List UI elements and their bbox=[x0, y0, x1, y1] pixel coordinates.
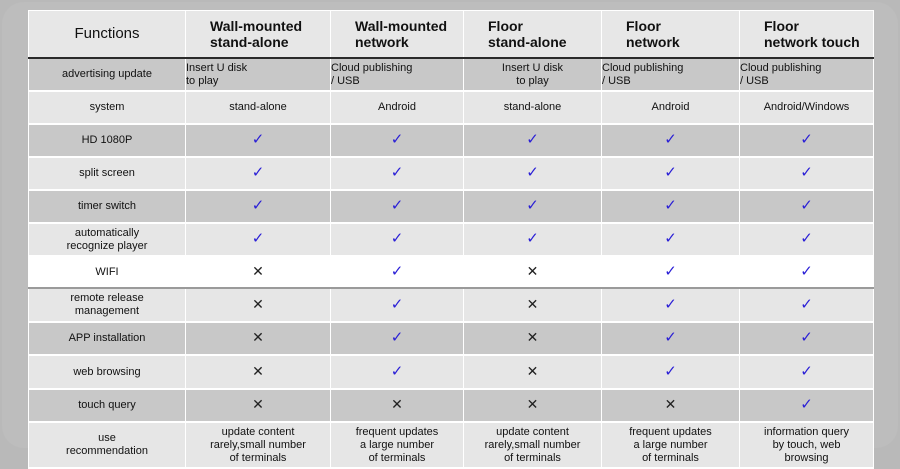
feature-cell bbox=[740, 322, 874, 355]
check-icon: ✓ bbox=[800, 197, 813, 214]
cross-icon: ✕ bbox=[391, 396, 403, 412]
functions-header: Functions bbox=[29, 11, 186, 59]
feature-cell bbox=[186, 355, 331, 389]
feature-cell bbox=[602, 157, 740, 190]
table-row bbox=[29, 223, 874, 256]
check-icon: ✓ bbox=[800, 262, 813, 280]
check-icon: ✓ bbox=[251, 197, 265, 214]
col-header-floor-standalone: Floor stand-alone bbox=[464, 11, 602, 59]
check-icon: ✓ bbox=[390, 131, 404, 148]
check-icon: ✓ bbox=[390, 362, 404, 380]
cross-icon: ✕ bbox=[526, 329, 539, 345]
cross-icon: ✕ bbox=[664, 396, 677, 412]
feature-cell bbox=[331, 288, 464, 322]
feature-cell bbox=[602, 190, 740, 223]
cross-icon: ✕ bbox=[252, 396, 264, 412]
check-icon: ✓ bbox=[800, 329, 813, 346]
feature-cell bbox=[331, 256, 464, 288]
feature-cell bbox=[740, 355, 874, 389]
check-icon: ✓ bbox=[251, 131, 265, 148]
check-icon: ✓ bbox=[526, 131, 539, 148]
row-label: touch query bbox=[29, 389, 186, 422]
check-icon: ✓ bbox=[526, 197, 539, 214]
row-label: web browsing bbox=[29, 355, 186, 389]
value-cell: Cloud publishing / USB bbox=[602, 58, 740, 91]
row-label: APP installation bbox=[29, 322, 186, 355]
check-icon: ✓ bbox=[664, 329, 677, 346]
check-icon: ✓ bbox=[800, 396, 813, 413]
table-row bbox=[29, 322, 874, 355]
check-icon: ✓ bbox=[526, 230, 539, 247]
col-header-wall-standalone: Wall-mounted stand-alone bbox=[186, 11, 331, 59]
feature-cell bbox=[331, 157, 464, 190]
feature-cell bbox=[331, 190, 464, 223]
value-cell: Insert U disk to play bbox=[464, 58, 602, 91]
check-icon: ✓ bbox=[800, 131, 813, 148]
check-icon: ✓ bbox=[800, 295, 813, 313]
check-icon: ✓ bbox=[390, 262, 404, 280]
value-cell: stand-alone bbox=[186, 91, 331, 124]
cross-icon: ✕ bbox=[526, 362, 539, 379]
check-icon: ✓ bbox=[390, 197, 404, 214]
row-label: use recommendation bbox=[29, 422, 186, 468]
cross-icon: ✕ bbox=[252, 362, 264, 379]
check-icon: ✓ bbox=[800, 230, 813, 247]
check-icon: ✓ bbox=[664, 131, 677, 148]
row-label: advertising update bbox=[29, 58, 186, 91]
feature-cell bbox=[464, 322, 602, 355]
feature-cell bbox=[186, 256, 331, 288]
feature-cell bbox=[602, 223, 740, 256]
col-header-floor-network-touch: Floor network touch bbox=[740, 11, 874, 59]
feature-cell bbox=[464, 288, 602, 322]
check-icon: ✓ bbox=[526, 164, 539, 181]
check-icon: ✓ bbox=[251, 230, 265, 247]
feature-cell bbox=[740, 157, 874, 190]
feature-cell bbox=[186, 223, 331, 256]
value-cell: update content rarely,small number of terminals bbox=[186, 422, 331, 468]
table-row bbox=[29, 91, 874, 124]
feature-cell bbox=[740, 389, 874, 422]
table-row bbox=[29, 355, 874, 389]
check-icon: ✓ bbox=[664, 230, 677, 247]
feature-cell bbox=[740, 190, 874, 223]
feature-cell bbox=[602, 124, 740, 157]
cross-icon: ✕ bbox=[526, 262, 539, 279]
feature-cell bbox=[331, 389, 464, 422]
feature-cell bbox=[740, 124, 874, 157]
value-cell: Insert U disk to play bbox=[186, 58, 331, 91]
check-icon: ✓ bbox=[390, 295, 404, 313]
feature-cell bbox=[740, 288, 874, 322]
comparison-table bbox=[28, 10, 874, 469]
feature-cell bbox=[331, 322, 464, 355]
feature-cell bbox=[602, 355, 740, 389]
table-row bbox=[29, 422, 874, 468]
col-header-floor-network: Floor network bbox=[602, 11, 740, 59]
value-cell: update content rarely,small number of terminals bbox=[464, 422, 602, 468]
feature-cell bbox=[331, 355, 464, 389]
check-icon: ✓ bbox=[664, 262, 677, 280]
value-cell: frequent updates a large number of terminals bbox=[602, 422, 740, 468]
feature-cell bbox=[464, 389, 602, 422]
cross-icon: ✕ bbox=[252, 262, 264, 279]
col-header-wall-network: Wall-mounted network bbox=[331, 11, 464, 59]
row-label: split screen bbox=[29, 157, 186, 190]
feature-cell bbox=[331, 124, 464, 157]
check-icon: ✓ bbox=[664, 295, 677, 313]
row-label: remote release management bbox=[29, 288, 186, 322]
check-icon: ✓ bbox=[800, 164, 813, 181]
cross-icon: ✕ bbox=[252, 295, 264, 312]
feature-cell bbox=[186, 157, 331, 190]
table-row bbox=[29, 389, 874, 422]
check-icon: ✓ bbox=[664, 362, 677, 380]
check-icon: ✓ bbox=[390, 164, 404, 181]
feature-cell bbox=[464, 157, 602, 190]
check-icon: ✓ bbox=[800, 362, 813, 380]
feature-cell bbox=[464, 190, 602, 223]
feature-cell bbox=[331, 223, 464, 256]
table-row bbox=[29, 157, 874, 190]
feature-cell bbox=[464, 256, 602, 288]
value-cell: Android/Windows bbox=[740, 91, 874, 124]
feature-cell bbox=[602, 389, 740, 422]
feature-cell bbox=[186, 389, 331, 422]
row-label: HD 1080P bbox=[29, 124, 186, 157]
feature-cell bbox=[602, 322, 740, 355]
feature-cell bbox=[602, 256, 740, 288]
check-icon: ✓ bbox=[664, 197, 677, 214]
table-row bbox=[29, 288, 874, 322]
table-row bbox=[29, 124, 874, 157]
value-cell: Android bbox=[331, 91, 464, 124]
feature-cell bbox=[464, 355, 602, 389]
cross-icon: ✕ bbox=[526, 396, 539, 412]
check-icon: ✓ bbox=[390, 329, 404, 346]
table-row bbox=[29, 190, 874, 223]
check-icon: ✓ bbox=[390, 230, 404, 247]
check-icon: ✓ bbox=[251, 164, 265, 181]
row-label: WIFI bbox=[29, 256, 186, 288]
value-cell: Cloud publishing / USB bbox=[331, 58, 464, 91]
value-cell: information query by touch, web browsing bbox=[740, 422, 874, 468]
table-row bbox=[29, 256, 874, 288]
header-row bbox=[29, 11, 874, 59]
table-row bbox=[29, 58, 874, 91]
value-cell: Cloud publishing / USB bbox=[740, 58, 874, 91]
feature-cell bbox=[186, 288, 331, 322]
check-icon: ✓ bbox=[664, 164, 677, 181]
feature-cell bbox=[186, 124, 331, 157]
row-label: automatically recognize player bbox=[29, 223, 186, 256]
cross-icon: ✕ bbox=[526, 295, 539, 312]
feature-cell bbox=[602, 288, 740, 322]
feature-cell bbox=[464, 223, 602, 256]
value-cell: Android bbox=[602, 91, 740, 124]
value-cell: stand-alone bbox=[464, 91, 602, 124]
feature-cell bbox=[740, 256, 874, 288]
cross-icon: ✕ bbox=[252, 329, 264, 345]
row-label: timer switch bbox=[29, 190, 186, 223]
feature-cell bbox=[464, 124, 602, 157]
feature-cell bbox=[186, 190, 331, 223]
feature-cell bbox=[740, 223, 874, 256]
row-label: system bbox=[29, 91, 186, 124]
value-cell: frequent updates a large number of terminals bbox=[331, 422, 464, 468]
feature-cell bbox=[186, 322, 331, 355]
